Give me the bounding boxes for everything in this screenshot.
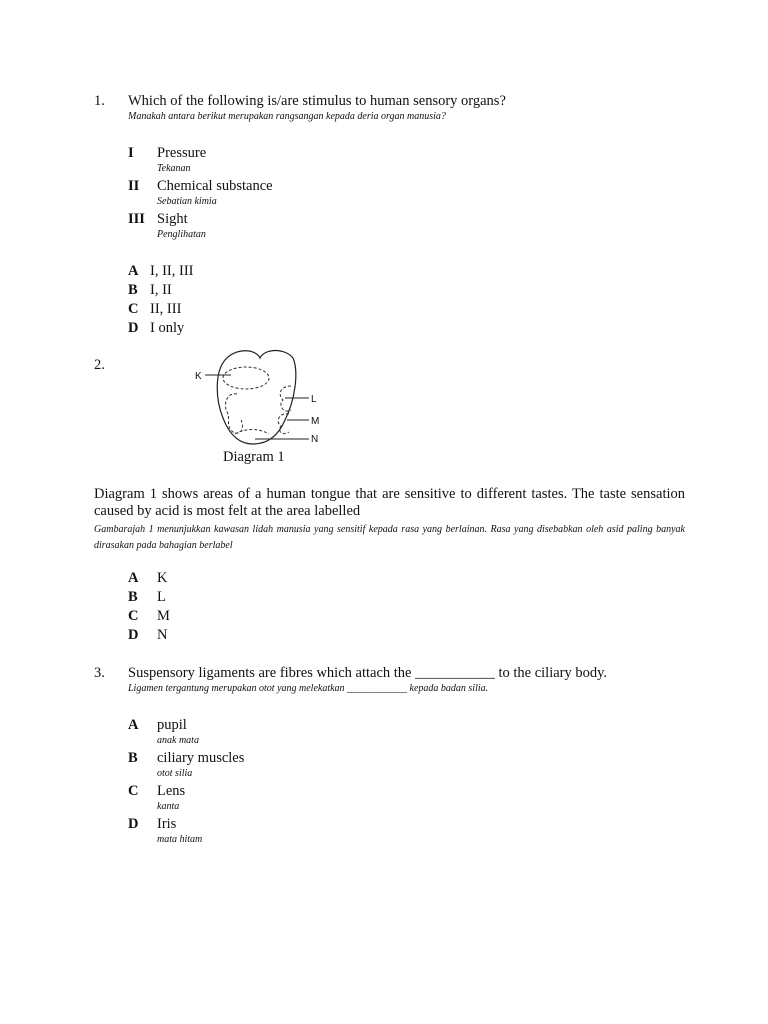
question-text-my: Ligamen tergantung merupakan otot yang melekatkan ____________ kepada badan silia. <box>128 683 489 694</box>
option-text: I, II <box>150 282 172 298</box>
option-letter-b: B <box>128 750 138 766</box>
question-text-my: Manakah antara berikut merupakan rangsangan kepada deria organ manusia? <box>128 111 446 122</box>
statement-text-en: Chemical substance <box>157 178 273 194</box>
option-text: II, III <box>150 301 182 317</box>
option-text-en: pupil <box>157 717 187 733</box>
option-letter-c: C <box>128 783 139 799</box>
statement-numeral: I <box>128 145 134 161</box>
option-letter-d: D <box>128 320 139 336</box>
question-number: 1. <box>94 93 105 109</box>
option-text-my: mata hitam <box>157 834 203 845</box>
question-text-en: Diagram 1 shows areas of a human tongue that are sensitive to different tastes. The taste sensation caused by acid is most felt at the area labelled <box>94 486 685 519</box>
option-text-my: anak mata <box>157 735 199 746</box>
option-text: N <box>157 627 168 643</box>
option-letter-a: A <box>128 570 139 586</box>
diagram-caption: Diagram 1 <box>223 449 285 465</box>
statement-text-my: Penglihatan <box>157 229 206 240</box>
area-n <box>235 430 269 435</box>
question-text-en: Which of the following is/are stimulus to human sensory organs? <box>128 93 506 109</box>
statement-text-en: Pressure <box>157 145 207 161</box>
option-text-en: ciliary muscles <box>157 750 245 766</box>
option-text: I only <box>150 320 185 336</box>
option-letter-a: A <box>128 717 139 733</box>
option-text-en: Iris <box>157 816 177 832</box>
option-text-my: otot silia <box>157 768 193 779</box>
question-text-en: Suspensory ligaments are fibres which attach the ___________ to the ciliary body. <box>128 665 608 681</box>
option-text: M <box>157 608 170 624</box>
question-number: 2. <box>94 357 105 373</box>
option-letter-c: C <box>128 608 139 624</box>
area-left <box>225 394 242 433</box>
option-letter-d: D <box>128 627 139 643</box>
statement-text-my: Sebatian kimia <box>157 196 217 207</box>
statement-text-en: Sight <box>157 211 188 227</box>
option-text-my: kanta <box>157 801 180 812</box>
statement-numeral: III <box>128 211 145 227</box>
option-letter-a: A <box>128 263 139 279</box>
option-text: I, II, III <box>150 263 194 279</box>
option-letter-d: D <box>128 816 139 832</box>
question-number: 3. <box>94 665 105 681</box>
area-l <box>280 386 291 411</box>
area-k <box>223 367 269 389</box>
option-text: K <box>157 570 168 586</box>
label-m: M <box>311 416 320 427</box>
option-letter-b: B <box>128 282 138 298</box>
tongue-diagram <box>185 348 335 450</box>
label-n: N <box>311 434 319 445</box>
option-letter-c: C <box>128 301 139 317</box>
label-k: K <box>195 371 202 382</box>
option-text: L <box>157 589 166 605</box>
option-letter-b: B <box>128 589 138 605</box>
question-text-my: Gambarajah 1 menunjukkan kawasan lidah manusia yang sensitif kepada rasa yang berlainan. Rasa yang disebabkan oleh asid paling banyak dirasakan pada bahagian berlabel <box>94 524 685 551</box>
option-text-en: Lens <box>157 783 186 799</box>
label-l: L <box>311 394 317 405</box>
statement-numeral: II <box>128 178 140 194</box>
statement-text-my: Tekanan <box>157 163 191 174</box>
